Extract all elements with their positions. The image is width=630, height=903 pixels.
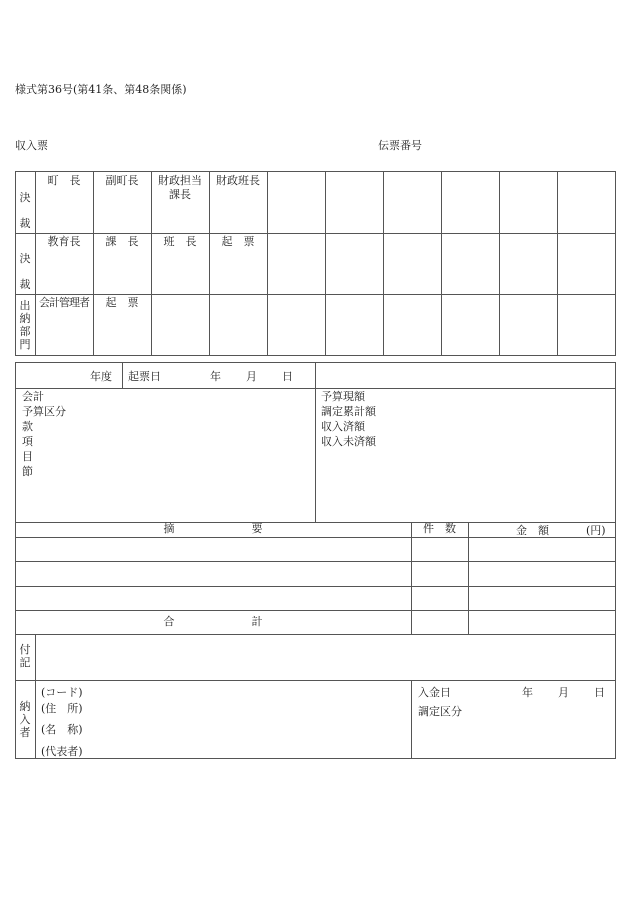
deposit-year-label: 年 xyxy=(522,686,533,699)
grid-divider xyxy=(35,171,36,355)
payer-name-label: (名 称) xyxy=(41,723,83,736)
payer-address-label: (住 所) xyxy=(41,702,83,715)
fiscal-year-label: 年度 xyxy=(90,370,112,383)
notes-label: 付 記 xyxy=(19,643,31,669)
deposit-day-label: 日 xyxy=(594,686,605,699)
header-description: 摘 要 xyxy=(163,522,263,535)
stamp-section-chief: 課 長 xyxy=(105,235,139,248)
deposit-date-label: 入金日 xyxy=(418,686,451,699)
draft-day-label: 日 xyxy=(282,370,293,383)
stamp-deputy-mayor: 副町長 xyxy=(105,174,139,187)
notes-box xyxy=(15,634,616,681)
document-name: 収入票 xyxy=(15,139,48,152)
header-amount: 金 額 xyxy=(516,524,549,537)
grid-divider xyxy=(441,171,442,355)
budget-amount-list: 予算現額 調定累計額 収入済額 収入未済額 xyxy=(321,390,376,448)
stamp-finance-manager: 財政担当 課長 xyxy=(158,174,202,201)
grid-divider xyxy=(325,171,326,355)
header-count: 件 数 xyxy=(423,522,456,535)
form-title: 様式第36号(第41条、第48条関係) xyxy=(15,83,187,96)
cashier-label: 出 納 部 門 xyxy=(19,299,31,351)
draft-date-label: 起票日 xyxy=(128,370,161,383)
grid-divider xyxy=(557,171,558,355)
stamp-accounting-manager: 会計管理者 xyxy=(39,296,89,309)
stamp-cashier-drafter: 起 票 xyxy=(105,296,139,309)
draft-year-label: 年 xyxy=(210,370,221,383)
payer-code-label: (コード) xyxy=(41,686,83,699)
assessment-category-label: 調定区分 xyxy=(418,705,462,718)
stamp-superintendent: 教育長 xyxy=(47,235,81,248)
grid-divider xyxy=(267,171,268,355)
draft-month-label: 月 xyxy=(246,370,257,383)
approval-label-1: 決 裁 xyxy=(19,191,31,230)
payer-representative-label: (代表者) xyxy=(41,745,83,758)
stamp-mayor: 町 長 xyxy=(47,174,81,187)
stamp-team-chief: 班 長 xyxy=(163,235,197,248)
payer-label: 納 入 者 xyxy=(19,700,31,739)
deposit-month-label: 月 xyxy=(558,686,569,699)
grid-divider xyxy=(93,171,94,355)
grid-divider xyxy=(209,171,210,355)
approval-grid xyxy=(15,171,616,356)
stamp-drafter: 起 票 xyxy=(221,235,255,248)
total-label: 合 計 xyxy=(163,615,263,628)
slip-number-label: 伝票番号 xyxy=(378,139,422,152)
header-yen-unit: (円) xyxy=(586,524,606,537)
budget-classification-list: 会計 予算区分 款 項 目 節 xyxy=(22,390,66,478)
stamp-finance-chief: 財政班長 xyxy=(216,174,260,187)
grid-divider xyxy=(499,171,500,355)
approval-label-2: 決 裁 xyxy=(19,252,31,291)
grid-divider xyxy=(383,171,384,355)
